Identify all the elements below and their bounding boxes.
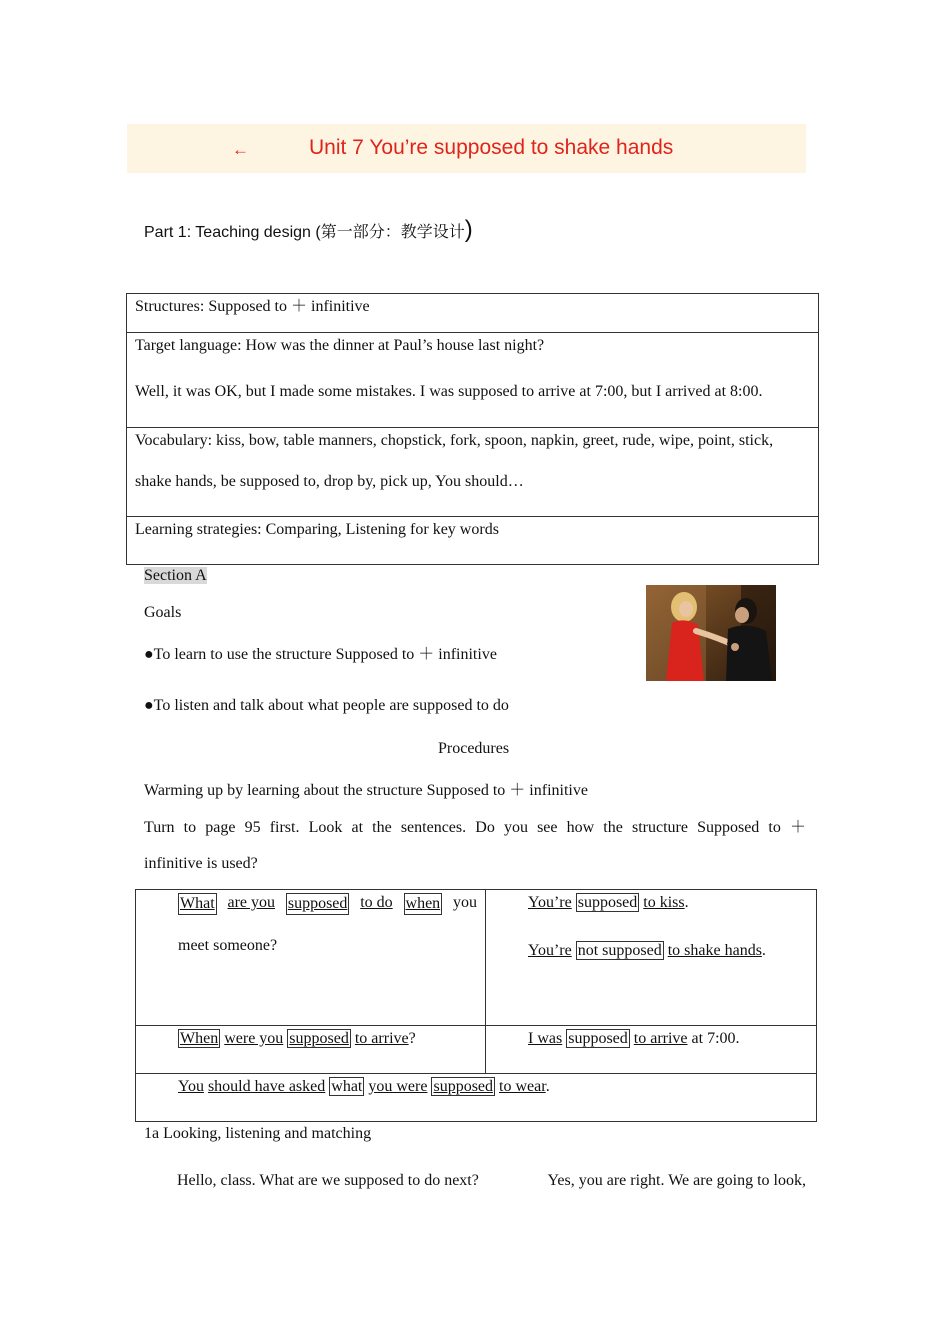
examples-table <box>135 889 817 1122</box>
word: were you <box>224 1030 284 1047</box>
example-cell-should-have-asked <box>136 1074 817 1122</box>
word: to wear <box>499 1078 546 1095</box>
greeting-photo-illustration <box>646 585 776 681</box>
punctuation: . <box>684 894 689 911</box>
example-line <box>486 1026 816 1049</box>
word: to arrive <box>354 1030 409 1047</box>
example-line <box>136 1074 816 1097</box>
word: to kiss <box>643 894 685 911</box>
strategies-text: Learning strategies: Comparing, Listening for key words <box>135 521 499 538</box>
word: I was <box>528 1030 563 1047</box>
activity-paragraph-end: Yes, you are right. We are going to look, <box>547 1172 806 1189</box>
goals-heading: Goals <box>144 604 182 621</box>
procedures-heading: Procedures <box>438 740 510 757</box>
turn-to-page-line1: Turn to page 95 first. Look at the sentences. Do you see how the structure Supposed to ＋ <box>144 819 806 836</box>
structures-text: Structures: Supposed to ＋ infinitive <box>135 298 370 315</box>
word: you <box>453 894 477 911</box>
word: should have asked <box>207 1078 326 1095</box>
target-language-line2: Well, it was OK, but I made some mistakes. I was supposed to arrive at 7:00, but I arrived at 8:00. <box>135 383 763 400</box>
example-cell-when-were-you <box>136 1026 486 1074</box>
part-heading-text: Part 1: Teaching design (第一部分：教学设计 <box>144 224 465 241</box>
word-box: not supposed <box>577 942 662 959</box>
example-cell-what-supposed <box>136 890 486 1026</box>
word: to arrive <box>633 1030 688 1047</box>
example-line <box>178 893 477 915</box>
activity-paragraph-start: Hello, class. What are we supposed to do next? <box>177 1172 479 1189</box>
word-box: What <box>178 893 217 915</box>
word: are you <box>227 894 276 911</box>
word-box: When <box>180 1030 219 1047</box>
example-line <box>486 913 816 961</box>
word-box: supposed <box>577 894 638 911</box>
target-language-cell <box>127 333 819 428</box>
goal-item-1: ●To learn to use the structure Supposed to ＋ infinitive <box>144 646 497 663</box>
word: to do <box>360 894 393 911</box>
part-heading <box>144 216 473 243</box>
word: you were <box>368 1078 428 1095</box>
punctuation: . <box>761 942 766 959</box>
warming-up-text: Warming up by learning about the structure Supposed to ＋ infinitive <box>144 782 588 799</box>
word: You’re <box>528 894 572 911</box>
example-line <box>136 1026 485 1049</box>
turn-to-page-line2: infinitive is used? <box>144 855 258 872</box>
punctuation: ? <box>408 1030 416 1047</box>
left-arrow-icon: ← <box>232 140 249 159</box>
teaching-design-table <box>126 293 819 565</box>
vocabulary-line1: Vocabulary: kiss, bow, table manners, chopstick, fork, spoon, napkin, greet, rude, wipe, point, stick, <box>135 432 774 449</box>
word-box: supposed <box>286 893 350 915</box>
example-line <box>486 890 816 913</box>
section-title <box>144 567 207 585</box>
structures-cell <box>127 294 819 333</box>
word-box: supposed <box>433 1078 494 1095</box>
word-box: when <box>404 893 443 915</box>
vocabulary-line2: shake hands, be supposed to, drop by, pick up, You should… <box>135 473 524 490</box>
word: You’re <box>528 942 572 959</box>
activity-heading: 1a Looking, listening and matching <box>144 1125 372 1142</box>
word: You <box>178 1078 204 1095</box>
word-box: supposed <box>289 1030 349 1047</box>
word-box: supposed <box>568 1030 628 1047</box>
goal-item-2: ●To listen and talk about what people are supposed to do <box>144 697 509 714</box>
section-a-label: Section A <box>144 567 207 584</box>
greeting-photo <box>646 585 776 681</box>
punctuation: at 7:00. <box>687 1030 740 1047</box>
punctuation: . <box>545 1078 550 1095</box>
strategies-cell <box>127 517 819 565</box>
unit-title: Unit 7 You’re supposed to shake hands <box>309 136 674 159</box>
part-heading-paren: ) <box>464 216 473 243</box>
activity-paragraph <box>177 1172 806 1190</box>
vocabulary-cell <box>127 428 819 517</box>
word-box: what <box>331 1078 363 1095</box>
example-cell-youre-supposed <box>486 890 817 1026</box>
target-language-line1: Target language: How was the dinner at Paul’s house last night? <box>135 337 545 354</box>
example-line-2: meet someone? <box>178 937 278 954</box>
example-cell-i-was <box>486 1026 817 1074</box>
word: to shake hands <box>667 942 762 959</box>
